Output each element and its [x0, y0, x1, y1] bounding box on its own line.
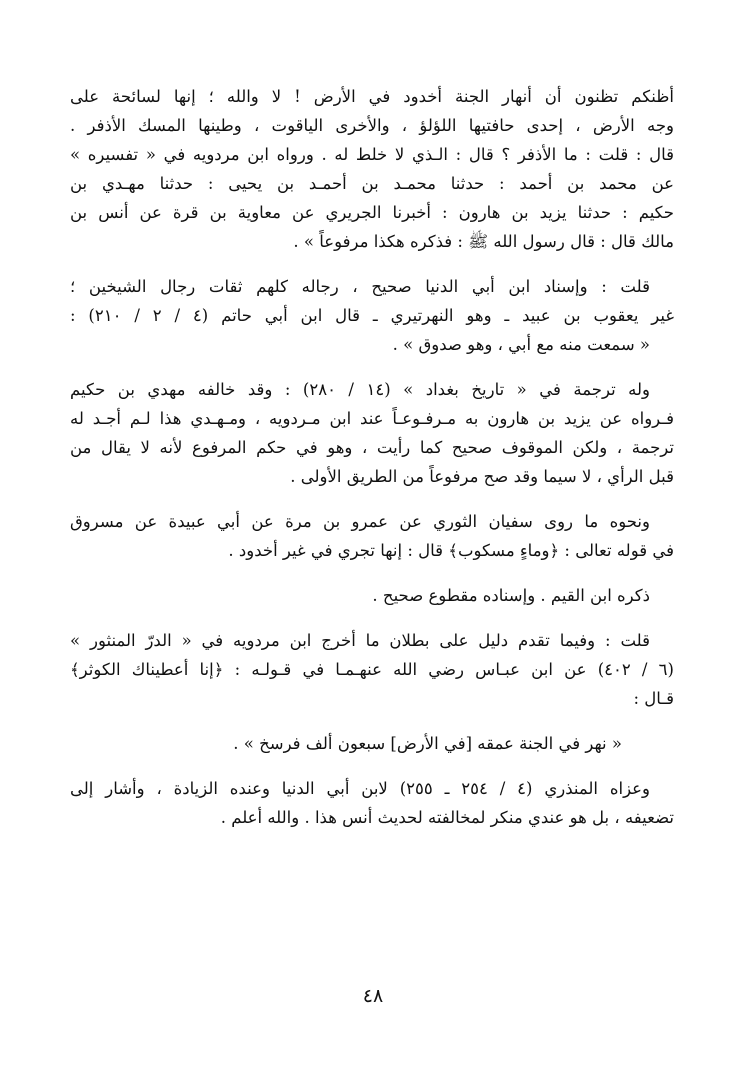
text-line: ذكره ابن القيم . وإسناده مقطوع صحيح . [372, 586, 650, 605]
text-line: قلت : وفيما تقدم دليل على بطلان ما أخرج ابن مردويه في « الدرّ المنثور » [70, 631, 650, 650]
page-body [70, 82, 674, 1082]
text-line: أظنكم تظنون أن أنهار الجنة أخدود في الأرض ! لا والله ؛ إنها لسائحة على [70, 87, 674, 106]
paragraph-5 [70, 581, 674, 610]
text-line: تضعيفه ، بل هو عندي منكر لمخالفته لحديث أنس هذا . والله أعلم . [220, 808, 674, 827]
text-line: ونحوه ما روى سفيان الثوري عن عمرو بن مرة عن أبي عبيدة عن مسروق [70, 512, 650, 531]
text-line: « نهر في الجنة عمقه [في الأرض] سبعون ألف فرسخ » . [233, 734, 622, 753]
text-line: « سمعت منه مع أبي ، وهو صدوق » . [392, 335, 650, 354]
paragraph-1 [70, 82, 674, 256]
page-number: ٤٨ [362, 985, 384, 1007]
text-line: قـال : [633, 689, 674, 708]
text-line: غير يعقوب بن عبيد ـ وهو النهرتيري ـ قال ابن أبي حاتم (٤ / ٢ / ٢١٠) : [70, 306, 674, 325]
paragraph-3 [70, 375, 674, 491]
text-line: قال : قلت : ما الأذفر ؟ قال : الـذي لا خلط له . ورواه ابن مردويه في « تفسيره » [70, 145, 674, 164]
paragraph-6 [70, 626, 674, 713]
text-line: (٦ / ٤٠٢) عن ابن عبـاس رضي الله عنهـمـا في قـولـه : ﴿إنا أعطيناك الكوثر﴾ [70, 660, 674, 679]
paragraph-4 [70, 507, 674, 565]
text-line: ترجمة ، ولكن الموقوف صحيح كما رأيت ، وهو في حكم المرفوع لأنه لا يقال من [70, 438, 674, 457]
text-line: قبل الرأي ، لا سيما وقد صح مرفوعاً من الطريق الأولى . [290, 467, 674, 486]
text-line: عن محمد بن أحمد : حدثنا محمـد بن أحمـد بن يحيى : حدثنا مهـدي بن [70, 174, 674, 193]
text-line: وله ترجمة في « تاريخ بغداد » (١٤ / ٢٨٠) : وقد خالفه مهدي بن حكيم [70, 380, 650, 399]
text-line: حكيم : حدثنا يزيد بن هارون : أخبرنا الجريري عن معاوية بن قرة عن أنس بن [70, 203, 674, 222]
text-line: فـرواه عن يزيد بن هارون به مـرفـوعـاً عند ابن مـردويه ، ومـهـدي هذا لـم أجـد له [70, 409, 674, 428]
text-line: في قوله تعالى : ﴿وماءٍ مسكوب﴾ قال : إنها تجري في غير أخدود . [228, 541, 674, 560]
paragraph-2 [70, 272, 674, 359]
text-line: وعزاه المنذري (٤ / ٢٥٤ ـ ٢٥٥) لابن أبي الدنيا وعنده الزيادة ، وأشار إلى [70, 779, 650, 798]
paragraph-8 [70, 774, 674, 832]
text-line: مالك قال : قال رسول الله ﷺ : فذكره هكذا مرفوعاً » . [293, 232, 674, 251]
quote-paragraph [70, 729, 674, 758]
text-line: وجه الأرض ، إحدى حافتيها اللؤلؤ ، والأخرى الياقوت ، وطينها المسك الأذفر . [70, 116, 674, 135]
text-line: قلت : وإسناد ابن أبي الدنيا صحيح ، رجاله كلهم ثقات رجال الشيخين ؛ [70, 277, 650, 296]
